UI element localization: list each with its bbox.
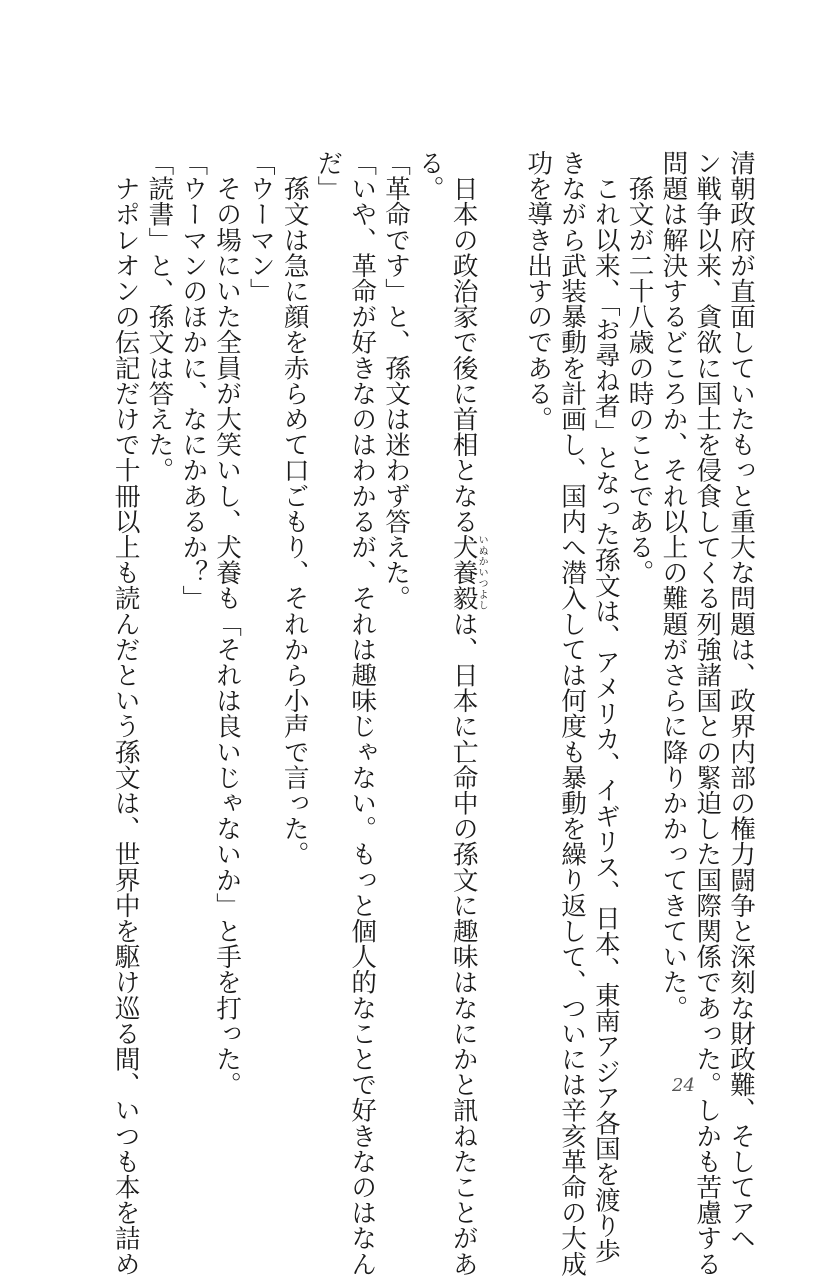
text-column-1: 清朝政府が直面していたもっと重大な問題は、政界内部の権力闘争と深刻な財政難、そしてアヘ (726, 150, 756, 1251)
text-column-13: だ」 (313, 150, 344, 202)
text-column-6: きながら武装暴動を計画し、国内へ潜入しては何度も暴動を繰り返して、ついには辛亥革命の大成 (557, 150, 588, 1276)
text-column-ruby (446, 150, 488, 1276)
ruby-word (448, 534, 488, 611)
text-column-11: 「革命です」と、孫文は迷わず答えた。 (381, 150, 412, 611)
text-column-7: 功を導き出すのである。 (523, 150, 554, 432)
text-column-12: 「いや、革命が好きなのはわかるが、それは趣味じゃない。もっと個人的なことで好きなのはなん (347, 150, 378, 1276)
text-column-3: 問題は解決するどころか、それ以上の難題がさらに降りかかってきていた。 (658, 150, 689, 1021)
ruby-base: 犬養毅 (448, 534, 479, 611)
ruby-reading: いぬかいつよし (476, 534, 488, 611)
text-column-5: これ以来、「お尋ね者」となった孫文は、アメリカ、イギリス、日本、東南アジア各国を渡り歩 (590, 150, 621, 1264)
text-column-14: 孫文は急に顔を赤らめて口ごもり、それから小声で言った。 (279, 150, 310, 867)
text-column-10: る。 (414, 150, 445, 202)
page-number: 24 (672, 1075, 695, 1096)
ruby-line-after: は、日本に亡命中の孫文に趣味はなにかと訊ねたことがあ (448, 610, 479, 1276)
text-column-4: 孫文が二十八歳の時のことである。 (624, 150, 655, 586)
text-column-17: 「ウーマンのほかに、なにかあるか？」 (178, 150, 209, 611)
text-column-2: ン戦争以来、貪欲に国土を侵食してくる列強諸国との緊迫した国際関係であった。しかも苦慮する (692, 150, 723, 1276)
text-column-18: 「読書」と、孫文は答えた。 (144, 150, 175, 483)
text-column-16: その場にいた全員が大笑いし、犬養も「それは良いじゃないか」と手を打った。 (212, 150, 243, 1098)
text-column-19: ナポレオンの伝記だけで十冊以上も読んだという孫文は、世界中を駆け巡る間、いつも本を詰め (110, 150, 141, 1276)
ruby-line-before: 日本の政治家で後に首相となる (448, 150, 479, 534)
blank-column (487, 150, 521, 1050)
text-column-15: 「ウーマン」 (245, 150, 276, 304)
